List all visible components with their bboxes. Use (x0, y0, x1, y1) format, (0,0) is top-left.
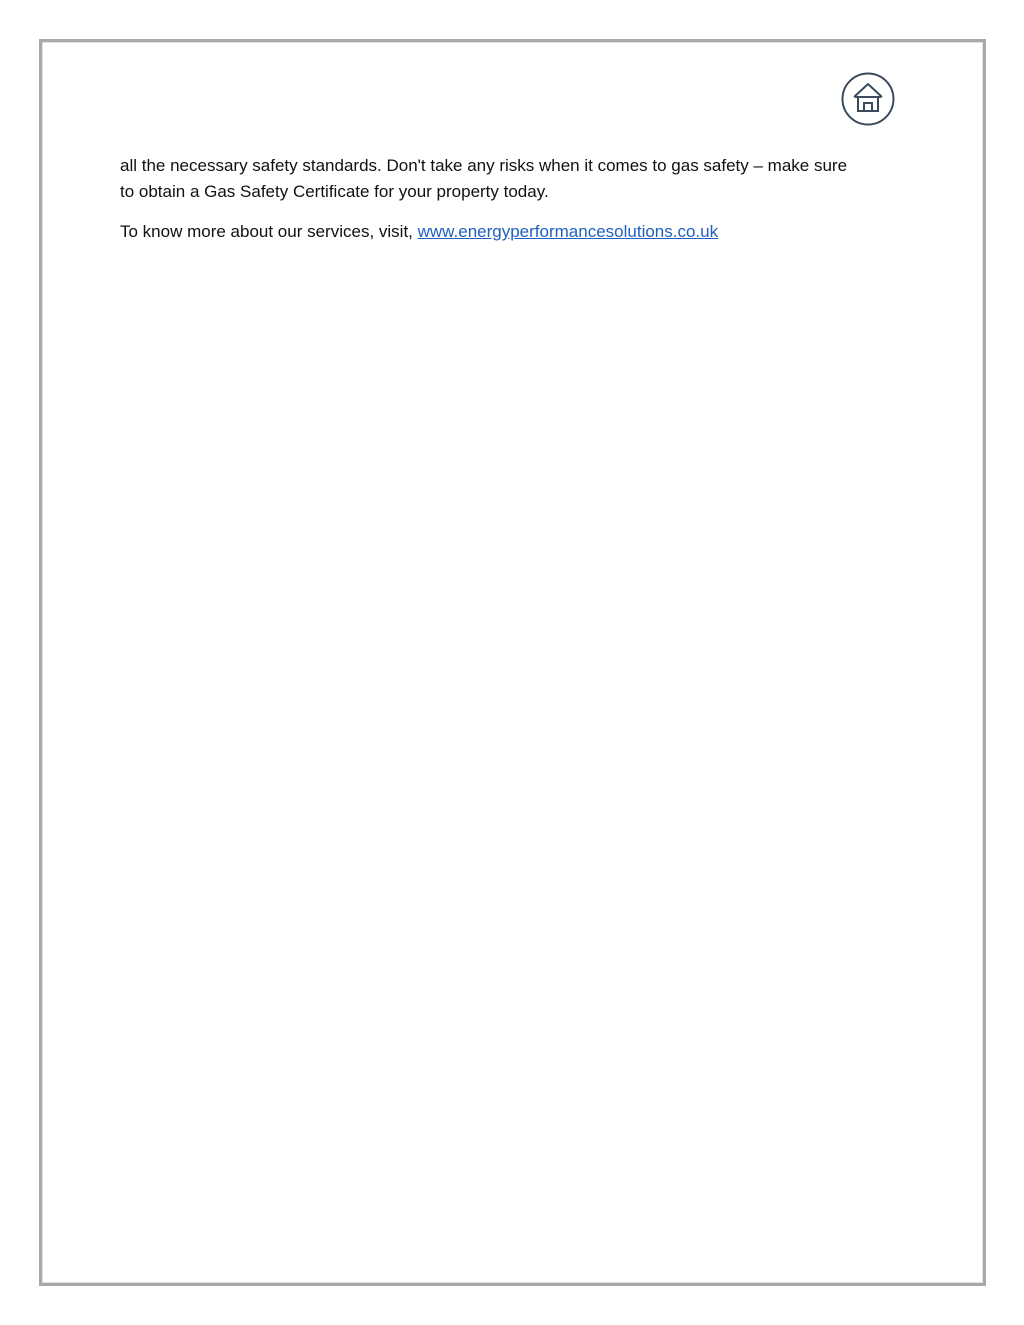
website-link[interactable]: www.energyperformancesolutions.co.uk (417, 222, 719, 241)
body-text (120, 153, 920, 245)
paragraph-safety-line-2: to obtain a Gas Safety Certificate for your property today. (120, 182, 549, 201)
house-logo-icon (840, 71, 896, 127)
paragraph-safety-line-1: all the necessary safety standards. Don't take any risks when it comes to gas safety – make sure (120, 156, 848, 175)
services-prefix-text: To know more about our services, visit, (120, 222, 418, 241)
paragraph-services (120, 219, 920, 245)
paragraph-safety (120, 153, 920, 205)
